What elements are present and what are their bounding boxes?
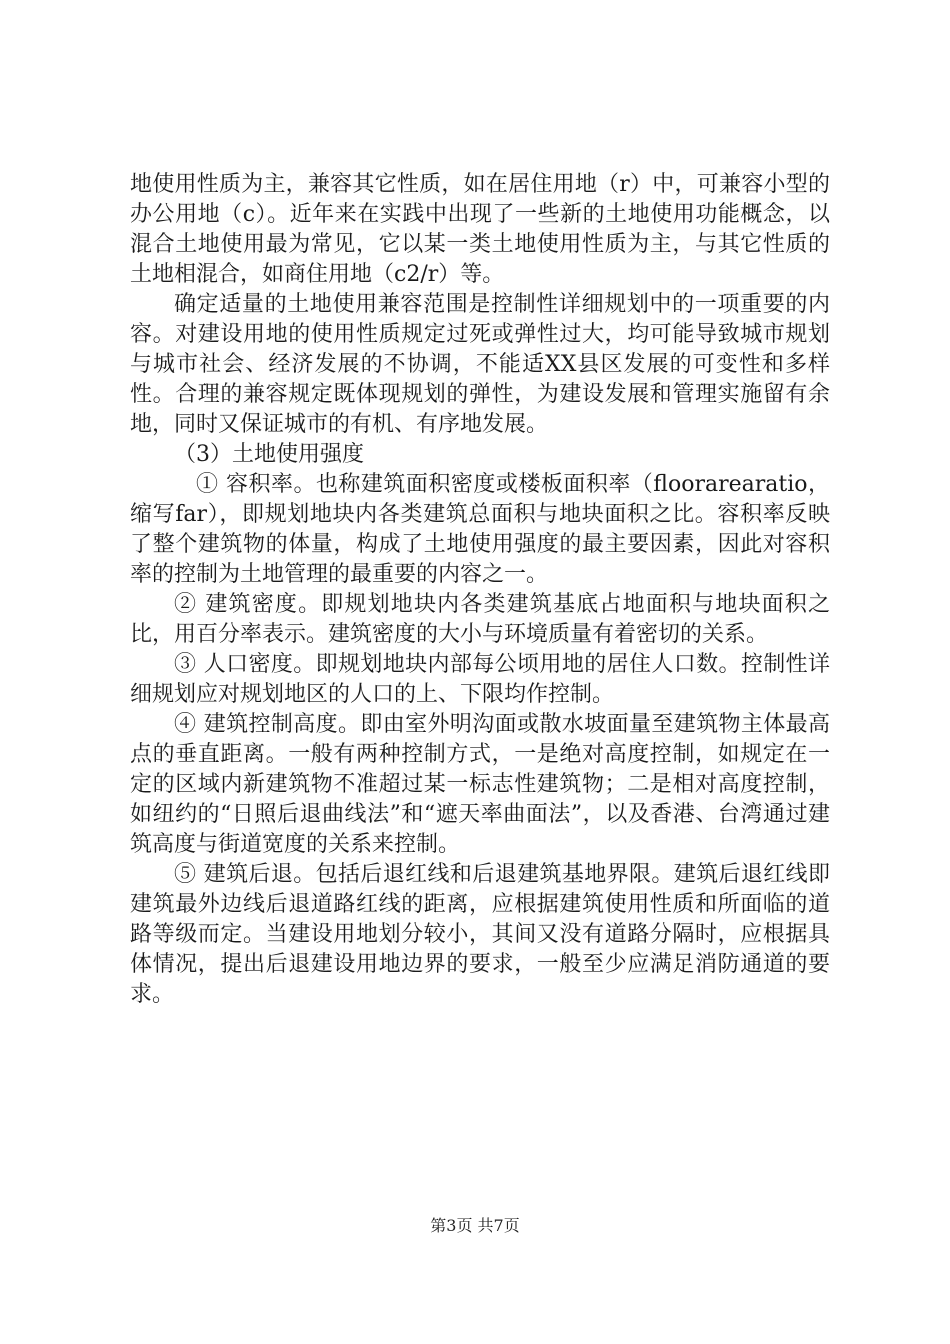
paragraph-building-height-control: ④ 建筑控制高度。即由室外明沟面或散水坡面量至建筑物主体最高点的垂直距离。一般有两种控制方式，一是绝对高度控制，如规定在一定的区域内新建筑物不准超过某一标志性建筑物；二是相对高度控制，如纽约的“日照后退曲线法”和“遮天率曲面法”，以及香港、台湾通过建筑高度与街道宽度的关系来控制。 bbox=[130, 712, 830, 857]
page-number-footer: 第3页 共7页 bbox=[430, 1216, 520, 1235]
paragraph-building-setback: ⑤ 建筑后退。包括后退红线和后退建筑基地界限。建筑后退红线即建筑最外边线后退道路红线的距离，应根据建筑使用性质和所面临的道路等级而定。当建设用地划分较小，其间又没有道路分隔时，应根据具体情况，提出后退建设用地边界的要求，一般至少应满足消防通道的要求。 bbox=[130, 862, 830, 1007]
paragraph-compatibility-range: 确定适量的土地使用兼容范围是控制性详细规划中的一项重要的内容。对建设用地的使用性质规定过死或弹性过大，均可能导致城市规划与城市社会、经济发展的不协调，不能适XX县区发展的可变性和多样性。合理的兼容规定既体现规划的弹性，为建设发展和管理实施留有余地，同时又保证城市的有机、有序地发展。 bbox=[130, 292, 830, 437]
paragraph-land-use-compatibility-continued: 地使用性质为主，兼容其它性质，如在居住用地（r）中，可兼容小型的办公用地（c）。近年来在实践中出现了一些新的土地使用功能概念，以混合土地使用最为常见，它以某一类土地使用性质为主，与其它性质的土地相混合，如商住用地（c2/r）等。 bbox=[130, 172, 830, 287]
paragraph-population-density: ③ 人口密度。即规划地块内部每公顷用地的居住人口数。控制性详细规划应对规划地区的人口的上、下限均作控制。 bbox=[130, 652, 830, 707]
paragraph-building-density: ② 建筑密度。即规划地块内各类建筑基底占地面积与地块面积之比，用百分率表示。建筑密度的大小与环境质量有着密切的关系。 bbox=[130, 592, 830, 647]
section-heading-land-use-intensity: （3）土地使用强度 bbox=[174, 442, 364, 467]
paragraph-floor-area-ratio: ① 容积率。也称建筑面积密度或楼板面积率（floorarearatio，缩写far），即规划地块内各类建筑总面积与地块面积之比。容积率反映了整个建筑物的体量，构成了土地使用强度的最主要因素，因此对容积率的控制为土地管理的最重要的内容之一。 bbox=[130, 472, 830, 587]
document-body bbox=[130, 170, 830, 1010]
